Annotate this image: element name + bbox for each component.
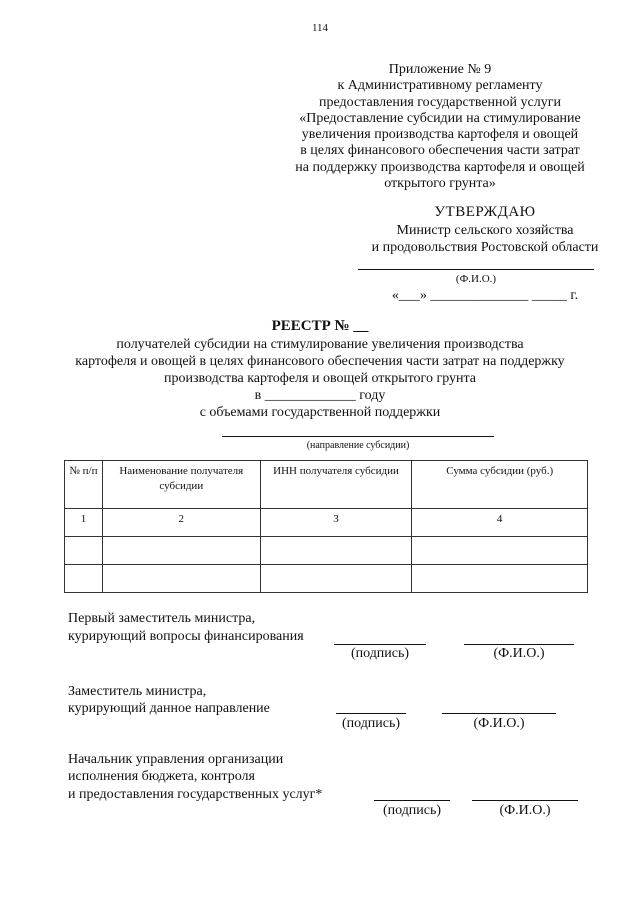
signer-3-fio-line xyxy=(472,800,578,801)
signer-2-signature-line xyxy=(336,713,406,714)
table-numbering-row xyxy=(65,509,588,537)
table-row xyxy=(65,537,588,565)
signer-3-signature-line xyxy=(374,800,450,801)
page-number: 114 xyxy=(311,22,329,34)
signer-3-line1: Начальник управления организации xyxy=(68,752,284,767)
registry-volume-line: с объемами государственной поддержки xyxy=(199,405,441,420)
signer-2-fio-caption: (Ф.И.О.) xyxy=(473,716,525,731)
annex-line: на поддержку производства картофеля и овощей xyxy=(295,159,585,175)
table-cell: 1 xyxy=(65,509,103,537)
signer-2-line2: курирующий данное направление xyxy=(68,701,270,716)
header-subsidy-sum: Сумма субсидии (руб.) xyxy=(412,461,588,509)
table-cell xyxy=(260,537,412,565)
signer-1-line2: курирующий вопросы финансирования xyxy=(68,629,304,644)
table-cell: 3 xyxy=(260,509,412,537)
signer-1-fio-line xyxy=(464,644,574,645)
table-cell xyxy=(65,565,103,593)
registry-subtitle-line1: получателей субсидии на стимулирование увеличения производства xyxy=(116,337,524,352)
direction-line xyxy=(222,436,494,437)
annex-line: «Предоставление субсидии на стимулирование xyxy=(299,110,581,126)
table-cell xyxy=(102,565,260,593)
approval-position-line2: и продовольствия Ростовской области xyxy=(371,240,599,255)
annex-line: к Административному регламенту xyxy=(337,78,543,94)
registry-subtitle-line2: картофеля и овощей в целях финансового обеспечения части затрат на поддержку xyxy=(75,354,565,369)
signer-3-fio-caption: (Ф.И.О.) xyxy=(499,803,551,818)
table-cell xyxy=(412,565,588,593)
table-cell xyxy=(65,537,103,565)
header-recipient-name: Наименование получателя субсидии xyxy=(102,461,260,509)
header-number: № п/п xyxy=(65,461,103,509)
signer-1-sign-caption: (подпись) xyxy=(350,646,410,661)
signer-2-sign-caption: (подпись) xyxy=(341,716,401,731)
annex-line: Приложение № 9 xyxy=(388,62,492,77)
signer-3-line2: исполнения бюджета, контроля xyxy=(68,769,255,784)
signer-1-line1: Первый заместитель министра, xyxy=(68,611,256,626)
signer-2-fio-line xyxy=(442,713,556,714)
direction-caption: (направление субсидии) xyxy=(306,440,410,451)
signer-2-line1: Заместитель министра, xyxy=(68,684,207,699)
signer-1-signature-line xyxy=(334,644,426,645)
approval-signature-line xyxy=(358,269,594,270)
approval-date-line: «___» ______________ _____ г. xyxy=(391,288,579,303)
table-cell: 4 xyxy=(412,509,588,537)
table-cell xyxy=(102,537,260,565)
signer-1-fio-caption: (Ф.И.О.) xyxy=(493,646,545,661)
approval-fio-caption: (Ф.И.О.) xyxy=(455,273,497,285)
registry-subtitle-line3: производства картофеля и овощей открытого грунта xyxy=(164,371,476,386)
registry-year-line: в _____________ году xyxy=(254,388,386,403)
signer-3-sign-caption: (подпись) xyxy=(382,803,442,818)
table-cell: 2 xyxy=(102,509,260,537)
annex-line: открытого грунта» xyxy=(384,176,496,192)
table-cell xyxy=(412,537,588,565)
annex-header xyxy=(270,62,610,192)
signer-3-line3: и предоставления государственных услуг* xyxy=(68,787,323,802)
header-inn: ИНН получателя субсидии xyxy=(260,461,412,509)
table-row xyxy=(65,565,588,593)
table-header-row xyxy=(65,461,588,509)
annex-line: в целях финансового обеспечения части затрат xyxy=(300,143,580,159)
registry-table xyxy=(64,460,588,593)
table-cell xyxy=(260,565,412,593)
approval-position-line1: Министр сельского хозяйства xyxy=(396,223,574,238)
registry-title: РЕЕСТР № __ xyxy=(271,318,369,334)
annex-line: увеличения производства картофеля и овощей xyxy=(301,127,579,143)
annex-line: предоставления государственной услуги xyxy=(319,94,561,110)
approval-title: УТВЕРЖДАЮ xyxy=(434,204,536,220)
